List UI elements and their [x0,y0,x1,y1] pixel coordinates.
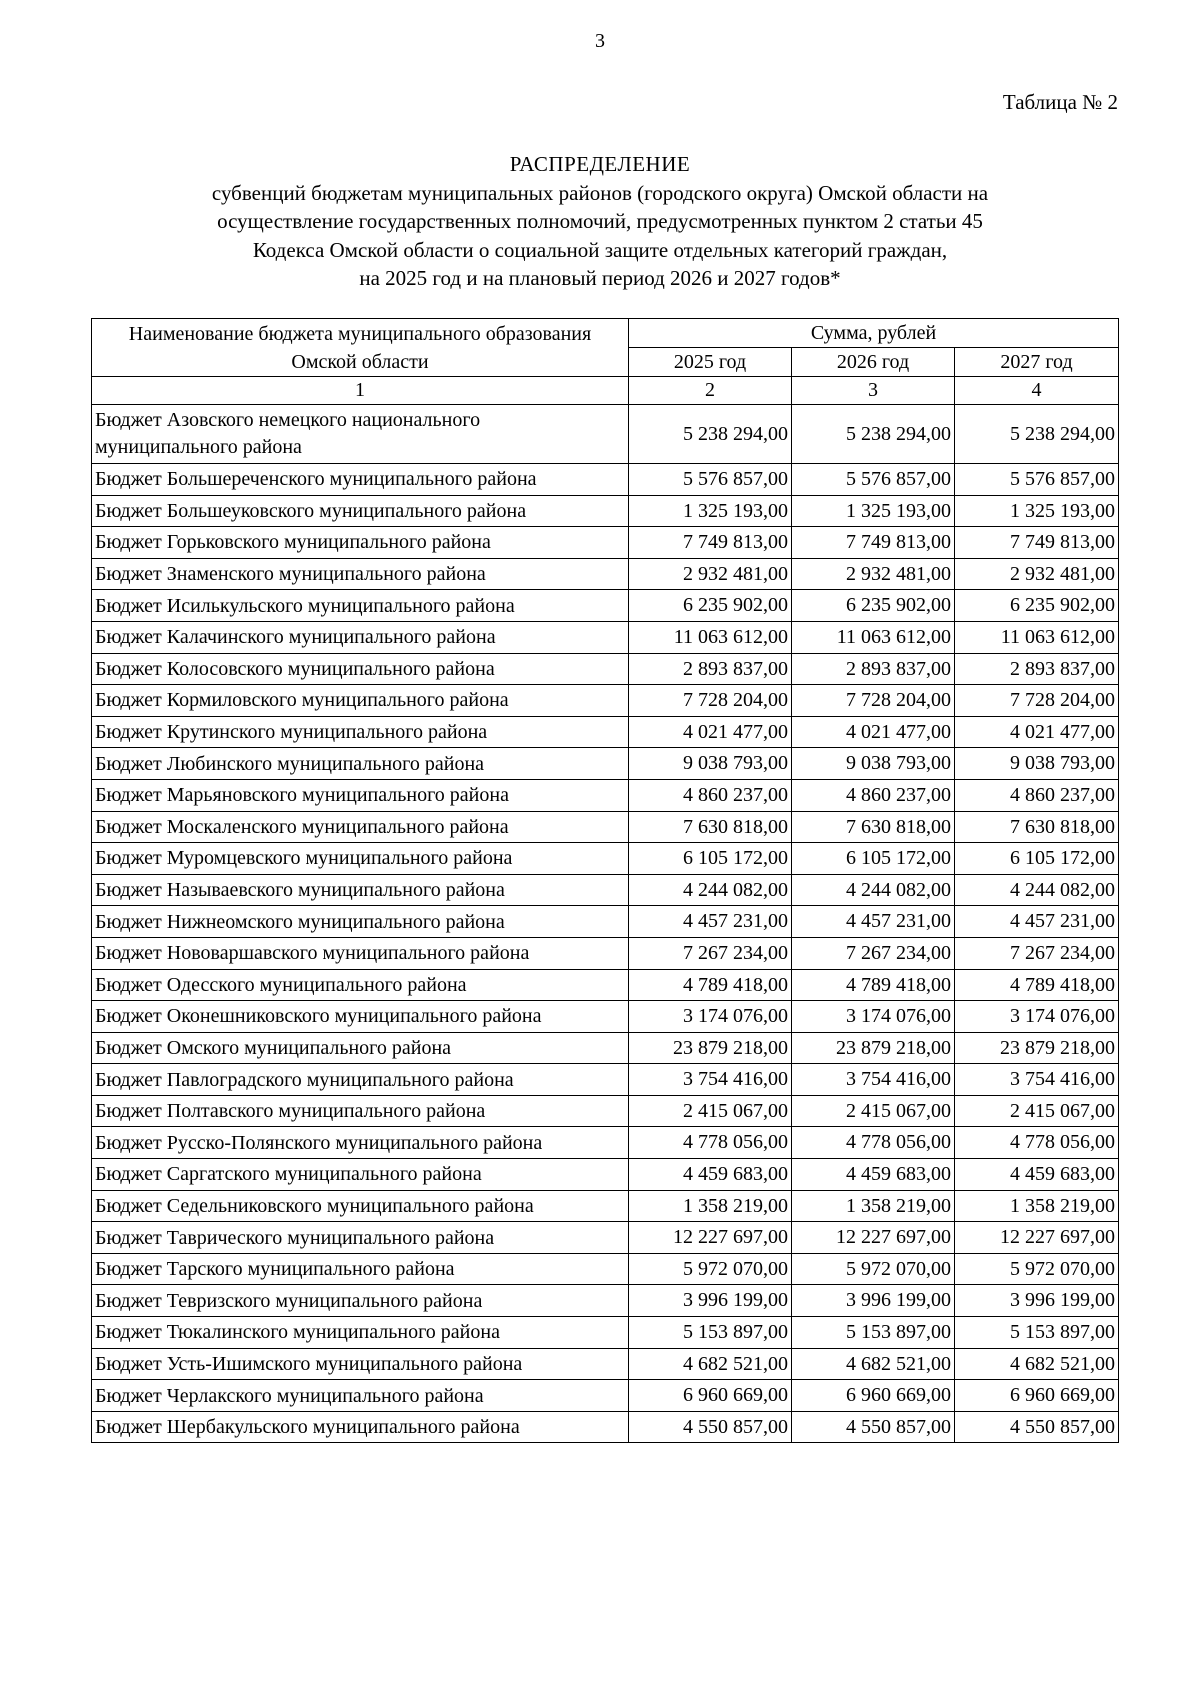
amount-2025-cell: 4 244 082,00 [629,874,792,906]
amount-2026-cell: 2 932 481,00 [792,558,955,590]
table-header [92,319,1119,405]
table-label: Таблица № 2 [1002,90,1118,114]
amount-2027-cell: 3 754 416,00 [955,1064,1119,1096]
budget-name-cell: Бюджет Муромцевского муниципального района [92,843,629,875]
amount-2027-cell: 4 778 056,00 [955,1127,1119,1159]
amount-2026-cell: 6 235 902,00 [792,590,955,622]
table-row [92,653,1119,685]
amount-2027-cell: 11 063 612,00 [955,621,1119,653]
amount-2025-cell: 2 932 481,00 [629,558,792,590]
amount-2025-cell: 5 153 897,00 [629,1317,792,1349]
title-line: на 2025 год и на плановый период 2026 и 2027 годов* [359,266,841,290]
amount-2025-cell: 4 860 237,00 [629,779,792,811]
budget-name-cell: Бюджет Усть-Ишимского муниципального района [92,1348,629,1380]
table-row [92,558,1119,590]
amount-2027-cell: 6 235 902,00 [955,590,1119,622]
budget-name-cell: Бюджет Колосовского муниципального района [92,653,629,685]
amount-2025-cell: 7 749 813,00 [629,527,792,559]
amount-2025-cell: 7 630 818,00 [629,811,792,843]
table-row [92,1064,1119,1096]
header-year-2025: 2025 год [629,348,792,377]
budget-name-cell: Бюджет Полтавского муниципального района [92,1095,629,1127]
table-row [92,748,1119,780]
budget-name-cell: Бюджет Марьяновского муниципального района [92,779,629,811]
amount-2027-cell: 5 238 294,00 [955,405,1119,464]
amount-2025-cell: 2 415 067,00 [629,1095,792,1127]
budget-name-cell: Бюджет Нововаршавского муниципального района [92,937,629,969]
table-body [92,405,1119,1443]
header-sum: Сумма, рублей [629,319,1119,348]
budget-name-cell: Бюджет Большеуковского муниципального района [92,495,629,527]
amount-2025-cell: 4 778 056,00 [629,1127,792,1159]
amount-2027-cell: 7 728 204,00 [955,685,1119,717]
amount-2025-cell: 12 227 697,00 [629,1222,792,1254]
amount-2025-cell: 5 238 294,00 [629,405,792,464]
amount-2026-cell: 23 879 218,00 [792,1032,955,1064]
header-year-2026: 2026 год [792,348,955,377]
page-number: 3 [595,30,605,52]
amount-2026-cell: 11 063 612,00 [792,621,955,653]
amount-2026-cell: 7 749 813,00 [792,527,955,559]
table-row [92,1190,1119,1222]
budget-name-cell: Бюджет Русско-Полянского муниципального района [92,1127,629,1159]
amount-2027-cell: 6 105 172,00 [955,843,1119,875]
amount-2027-cell: 3 996 199,00 [955,1285,1119,1317]
amount-2026-cell: 1 325 193,00 [792,495,955,527]
budget-name-cell: Бюджет Азовского немецкого национального муниципального района [92,405,629,464]
budget-name-cell: Бюджет Горьковского муниципального района [92,527,629,559]
amount-2025-cell: 1 358 219,00 [629,1190,792,1222]
amount-2027-cell: 1 358 219,00 [955,1190,1119,1222]
column-number: 4 [955,377,1119,405]
amount-2025-cell: 7 728 204,00 [629,685,792,717]
amount-2027-cell: 9 038 793,00 [955,748,1119,780]
table-row [92,716,1119,748]
title-line: субвенций бюджетам муниципальных районов (городского округа) Омской области на [211,180,989,205]
table-row [92,1317,1119,1349]
amount-2027-cell: 5 153 897,00 [955,1317,1119,1349]
budget-name-cell: Бюджет Крутинского муниципального района [92,716,629,748]
amount-2027-cell: 2 415 067,00 [955,1095,1119,1127]
budget-name-cell: Бюджет Исилькульского муниципального района [92,590,629,622]
amount-2025-cell: 3 174 076,00 [629,1001,792,1033]
table-row [92,779,1119,811]
amount-2027-cell: 4 550 857,00 [955,1411,1119,1443]
amount-2027-cell: 7 267 234,00 [955,937,1119,969]
amount-2026-cell: 4 789 418,00 [792,969,955,1001]
amount-2027-cell: 23 879 218,00 [955,1032,1119,1064]
amount-2026-cell: 3 754 416,00 [792,1064,955,1096]
column-number: 2 [629,377,792,405]
table-row [92,811,1119,843]
amount-2026-cell: 3 174 076,00 [792,1001,955,1033]
amount-2027-cell: 4 860 237,00 [955,779,1119,811]
column-number: 1 [92,377,629,405]
amount-2026-cell: 1 358 219,00 [792,1190,955,1222]
amount-2025-cell: 5 972 070,00 [629,1253,792,1285]
budget-name-cell: Бюджет Знаменского муниципального района [92,558,629,590]
table-row [92,843,1119,875]
budget-name-cell: Бюджет Тюкалинского муниципального района [92,1317,629,1349]
amount-2025-cell: 7 267 234,00 [629,937,792,969]
amount-2025-cell: 5 576 857,00 [629,464,792,496]
amount-2025-cell: 1 325 193,00 [629,495,792,527]
amount-2025-cell: 6 960 669,00 [629,1380,792,1412]
amount-2026-cell: 2 415 067,00 [792,1095,955,1127]
table-row [92,685,1119,717]
amount-2025-cell: 4 789 418,00 [629,969,792,1001]
table-row [92,1095,1119,1127]
amount-2027-cell: 5 972 070,00 [955,1253,1119,1285]
amount-2026-cell: 5 576 857,00 [792,464,955,496]
amount-2027-cell: 3 174 076,00 [955,1001,1119,1033]
amount-2027-cell: 7 749 813,00 [955,527,1119,559]
table-row [92,1222,1119,1254]
budget-name-cell: Бюджет Тарского муниципального района [92,1253,629,1285]
amount-2027-cell: 2 932 481,00 [955,558,1119,590]
amount-2026-cell: 5 238 294,00 [792,405,955,464]
table-row [92,1253,1119,1285]
amount-2025-cell: 4 459 683,00 [629,1159,792,1191]
title-line: осуществление государственных полномочий, предусмотренных пунктом 2 статьи 45 [217,209,983,233]
budget-name-cell: Бюджет Называевского муниципального района [92,874,629,906]
amount-2025-cell: 23 879 218,00 [629,1032,792,1064]
budget-name-cell: Бюджет Москаленского муниципального района [92,811,629,843]
amount-2026-cell: 5 972 070,00 [792,1253,955,1285]
table-row [92,1159,1119,1191]
amount-2027-cell: 4 789 418,00 [955,969,1119,1001]
amount-2026-cell: 4 244 082,00 [792,874,955,906]
amount-2027-cell: 4 459 683,00 [955,1159,1119,1191]
amount-2027-cell: 5 576 857,00 [955,464,1119,496]
budget-name-cell: Бюджет Омского муниципального района [92,1032,629,1064]
budget-name-cell: Бюджет Калачинского муниципального района [92,621,629,653]
budget-name-cell: Бюджет Оконешниковского муниципального района [92,1001,629,1033]
budget-name-cell: Бюджет Седельниковского муниципального района [92,1190,629,1222]
table-row [92,1348,1119,1380]
amount-2026-cell: 4 459 683,00 [792,1159,955,1191]
amount-2025-cell: 4 021 477,00 [629,716,792,748]
table-row [92,1411,1119,1443]
amount-2025-cell: 4 550 857,00 [629,1411,792,1443]
table-row [92,464,1119,496]
table-row [92,906,1119,938]
table-row [92,1127,1119,1159]
budget-name-cell: Бюджет Павлоградского муниципального района [92,1064,629,1096]
column-number: 3 [792,377,955,405]
amount-2026-cell: 6 105 172,00 [792,843,955,875]
title-line: Кодекса Омской области о социальной защите отдельных категорий граждан, [252,237,948,262]
amount-2025-cell: 6 235 902,00 [629,590,792,622]
amount-2025-cell: 2 893 837,00 [629,653,792,685]
table-row [92,1285,1119,1317]
amount-2026-cell: 4 457 231,00 [792,906,955,938]
amount-2027-cell: 4 457 231,00 [955,906,1119,938]
budget-name-cell: Бюджет Любинского муниципального района [92,748,629,780]
budget-name-cell: Бюджет Большереченского муниципального района [92,464,629,496]
amount-2026-cell: 4 860 237,00 [792,779,955,811]
amount-2025-cell: 3 754 416,00 [629,1064,792,1096]
table-row [92,874,1119,906]
amount-2027-cell: 7 630 818,00 [955,811,1119,843]
table-row [92,937,1119,969]
amount-2027-cell: 1 325 193,00 [955,495,1119,527]
amount-2026-cell: 2 893 837,00 [792,653,955,685]
document-title [0,150,1200,293]
budget-name-cell: Бюджет Одесского муниципального района [92,969,629,1001]
budget-name-cell: Бюджет Черлакского муниципального района [92,1380,629,1412]
amount-2027-cell: 2 893 837,00 [955,653,1119,685]
table-row [92,1001,1119,1033]
amount-2027-cell: 12 227 697,00 [955,1222,1119,1254]
amount-2025-cell: 4 457 231,00 [629,906,792,938]
budget-name-cell: Бюджет Шербакульского муниципального района [92,1411,629,1443]
amount-2025-cell: 6 105 172,00 [629,843,792,875]
table-row [92,495,1119,527]
amount-2025-cell: 3 996 199,00 [629,1285,792,1317]
amount-2026-cell: 4 778 056,00 [792,1127,955,1159]
amount-2025-cell: 4 682 521,00 [629,1348,792,1380]
budget-name-cell: Бюджет Кормиловского муниципального района [92,685,629,717]
amount-2026-cell: 6 960 669,00 [792,1380,955,1412]
amount-2026-cell: 3 996 199,00 [792,1285,955,1317]
header-budget-name: Наименование бюджета муниципального образования Омской области [92,319,629,377]
amount-2026-cell: 7 630 818,00 [792,811,955,843]
budget-name-cell: Бюджет Саргатского муниципального района [92,1159,629,1191]
title-heading: РАСПРЕДЕЛЕНИЕ [509,152,691,176]
amount-2027-cell: 6 960 669,00 [955,1380,1119,1412]
amount-2026-cell: 4 682 521,00 [792,1348,955,1380]
amount-2026-cell: 4 550 857,00 [792,1411,955,1443]
amount-2027-cell: 4 244 082,00 [955,874,1119,906]
table-row [92,590,1119,622]
amount-2026-cell: 7 267 234,00 [792,937,955,969]
table-row [92,621,1119,653]
budget-table [91,318,1119,1443]
amount-2026-cell: 5 153 897,00 [792,1317,955,1349]
table-row [92,527,1119,559]
table-row [92,1380,1119,1412]
amount-2025-cell: 9 038 793,00 [629,748,792,780]
table-row [92,969,1119,1001]
amount-2026-cell: 7 728 204,00 [792,685,955,717]
budget-name-cell: Бюджет Тевризского муниципального района [92,1285,629,1317]
amount-2025-cell: 11 063 612,00 [629,621,792,653]
amount-2027-cell: 4 682 521,00 [955,1348,1119,1380]
table-row [92,405,1119,464]
amount-2026-cell: 9 038 793,00 [792,748,955,780]
budget-name-cell: Бюджет Нижнеомского муниципального района [92,906,629,938]
budget-name-cell: Бюджет Таврического муниципального района [92,1222,629,1254]
amount-2026-cell: 12 227 697,00 [792,1222,955,1254]
amount-2026-cell: 4 021 477,00 [792,716,955,748]
amount-2027-cell: 4 021 477,00 [955,716,1119,748]
header-year-2027: 2027 год [955,348,1119,377]
table-row [92,1032,1119,1064]
